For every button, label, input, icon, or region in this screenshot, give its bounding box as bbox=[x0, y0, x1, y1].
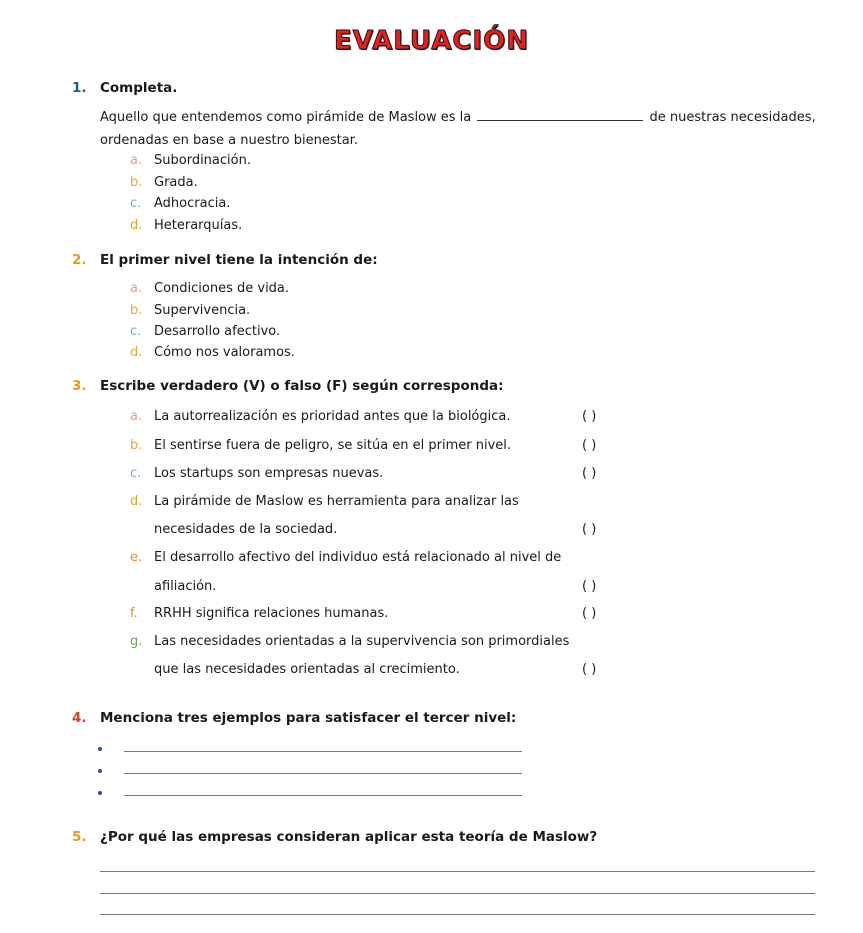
q3-item-letter: d. bbox=[130, 494, 143, 509]
bullet-icon bbox=[98, 791, 102, 795]
q1-text-before: Aquello que entendemos como pirámide de Maslow es la bbox=[100, 110, 472, 125]
q3-item-b: El sentirse fuera de peligro, se sitúa en el primer nivel. bbox=[154, 438, 512, 453]
q3-item-e-line2: afiliación. bbox=[154, 579, 217, 594]
q3-answer-a[interactable]: ( ) bbox=[582, 409, 597, 424]
q1-option-b[interactable]: Grada. bbox=[154, 175, 198, 190]
q3-item-letter: g. bbox=[130, 634, 143, 649]
q2-option-c[interactable]: Desarrollo afectivo. bbox=[154, 324, 281, 339]
q3-item-letter: a. bbox=[130, 409, 143, 424]
q1-answer-blank[interactable] bbox=[477, 110, 643, 121]
q1-number: 1. bbox=[72, 80, 87, 96]
q2-option-d[interactable]: Cómo nos valoramos. bbox=[154, 345, 295, 360]
q3-answer-d[interactable]: ( ) bbox=[582, 522, 597, 537]
q1-option-letter: d. bbox=[130, 218, 143, 233]
q3-answer-e[interactable]: ( ) bbox=[582, 579, 597, 594]
q3-item-d-line2: necesidades de la sociedad. bbox=[154, 522, 338, 537]
q1-option-c[interactable]: Adhocracia. bbox=[154, 196, 231, 211]
q2-option-letter: d. bbox=[130, 345, 143, 360]
q3-item-a: La autorrealización es prioridad antes que la biológica. bbox=[154, 409, 511, 424]
q2-option-letter: c. bbox=[130, 324, 142, 339]
q3-item-letter: b. bbox=[130, 438, 143, 453]
q4-answer-line-2[interactable] bbox=[124, 773, 522, 774]
q1-statement bbox=[100, 110, 816, 125]
q1-statement-line2: ordenadas en base a nuestro bienestar. bbox=[100, 133, 358, 148]
q5-title: ¿Por qué las empresas consideran aplicar esta teoría de Maslow? bbox=[100, 829, 598, 845]
q2-option-a[interactable]: Condiciones de vida. bbox=[154, 281, 290, 296]
q1-option-d[interactable]: Heterarquías. bbox=[154, 218, 243, 233]
q5-answer-line-3[interactable] bbox=[100, 914, 815, 915]
q3-answer-c[interactable]: ( ) bbox=[582, 466, 597, 481]
q3-item-f: RRHH significa relaciones humanas. bbox=[154, 606, 389, 621]
q3-item-g: Las necesidades orientadas a la supervivencia son primordiales bbox=[154, 634, 570, 649]
q3-answer-f[interactable]: ( ) bbox=[582, 606, 597, 621]
q3-item-letter: f. bbox=[130, 606, 138, 621]
bullet-icon bbox=[98, 769, 102, 773]
q1-option-letter: c. bbox=[130, 196, 142, 211]
q3-answer-g[interactable]: ( ) bbox=[582, 662, 597, 677]
q1-title: Completa. bbox=[100, 80, 178, 96]
q4-title: Menciona tres ejemplos para satisfacer el tercer nivel: bbox=[100, 710, 517, 726]
bullet-icon bbox=[98, 747, 102, 751]
q3-item-e: El desarrollo afectivo del individuo está relacionado al nivel de bbox=[154, 550, 562, 565]
q2-option-b[interactable]: Supervivencia. bbox=[154, 303, 251, 318]
q3-title: Escribe verdadero (V) o falso (F) según corresponda: bbox=[100, 378, 504, 394]
q5-answer-line-2[interactable] bbox=[100, 893, 815, 894]
q3-item-letter: e. bbox=[130, 550, 143, 565]
q5-number: 5. bbox=[72, 829, 87, 845]
page-title: EVALUACIÓN bbox=[334, 26, 529, 56]
q3-item-letter: c. bbox=[130, 466, 142, 481]
q3-number: 3. bbox=[72, 378, 87, 394]
q1-text-after: de nuestras necesidades, bbox=[649, 110, 816, 125]
q3-answer-b[interactable]: ( ) bbox=[582, 438, 597, 453]
q3-item-d: La pirámide de Maslow es herramienta para analizar las bbox=[154, 494, 519, 509]
q4-number: 4. bbox=[72, 710, 87, 726]
q2-option-letter: a. bbox=[130, 281, 143, 296]
q1-option-a[interactable]: Subordinación. bbox=[154, 153, 251, 168]
q2-number: 2. bbox=[72, 252, 87, 268]
q4-answer-line-3[interactable] bbox=[124, 795, 522, 796]
q3-item-c: Los startups son empresas nuevas. bbox=[154, 466, 384, 481]
q3-item-g-line2: que las necesidades orientadas al crecimiento. bbox=[154, 662, 460, 677]
q2-title: El primer nivel tiene la intención de: bbox=[100, 252, 378, 268]
q4-answer-line-1[interactable] bbox=[124, 751, 522, 752]
q1-option-letter: a. bbox=[130, 153, 143, 168]
q5-answer-line-1[interactable] bbox=[100, 871, 815, 872]
q1-option-letter: b. bbox=[130, 175, 143, 190]
q2-option-letter: b. bbox=[130, 303, 143, 318]
